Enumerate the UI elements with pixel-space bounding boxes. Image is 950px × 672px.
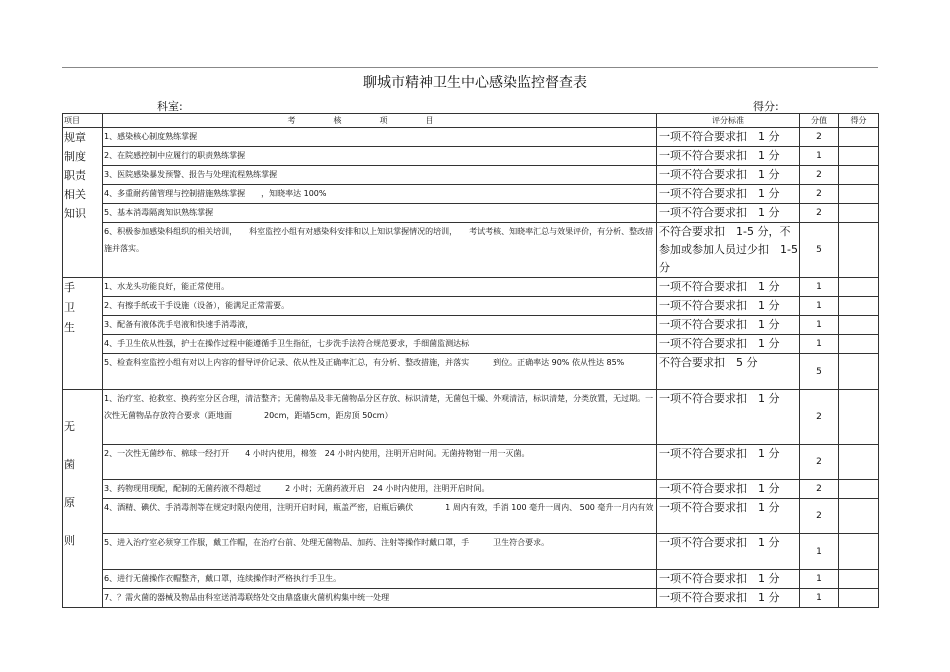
scoring-standard: 一项不符合要求扣 1 分 (657, 204, 800, 223)
category-cell (63, 128, 103, 278)
scoring-standard: 一项不符合要求扣 1 分 (657, 335, 800, 354)
points-value: 1 (800, 589, 839, 608)
scoring-standard: 一项不符合要求扣 1 分 (657, 534, 800, 570)
category-line: 职责 (64, 169, 86, 182)
points-value: 2 (800, 204, 839, 223)
score-input-cell[interactable] (839, 147, 879, 166)
score-input-cell[interactable] (839, 445, 879, 480)
score-input-cell[interactable] (839, 223, 879, 278)
score-input-cell[interactable] (839, 128, 879, 147)
table-row (63, 147, 879, 166)
category-line: 知识 (64, 207, 86, 220)
table-row (63, 390, 879, 445)
category-line: 则 (64, 534, 75, 547)
points-value: 2 (800, 128, 839, 147)
score-input-cell[interactable] (839, 589, 879, 608)
top-rule (62, 67, 878, 68)
category-cell (63, 390, 103, 608)
scoring-standard: 一项不符合要求扣 1 分 (657, 128, 800, 147)
scoring-standard: 不符合要求扣 1-5 分，不参加或参加人员过少扣 1-5 分 (657, 223, 800, 278)
score-input-cell[interactable] (839, 534, 879, 570)
category-line: 卫 (64, 301, 75, 314)
criterion-text: 7、？需火菌的器械及物品由科室送消毒联络处交由鼎盛康火菌机构集中统一处理 (103, 589, 657, 608)
score-input-cell[interactable] (839, 316, 879, 335)
header-points: 分值 (800, 114, 839, 128)
score-input-cell[interactable] (839, 204, 879, 223)
header-standard: 评分标准 (657, 114, 800, 128)
category-line: 原 (64, 496, 75, 509)
criterion-text: 2、有擦手纸或干手设施（设备），能满足正常需要。 (103, 297, 657, 316)
table-header-row (63, 114, 879, 128)
points-value: 2 (800, 166, 839, 185)
scoring-standard: 一项不符合要求扣 1 分 (657, 445, 800, 480)
category-label (64, 390, 102, 560)
criterion-text: 5、基本消毒隔离知识熟练掌握 (103, 204, 657, 223)
category-line: 相关 (64, 188, 86, 201)
header-item: 项目 (63, 114, 103, 128)
score-input-cell[interactable] (839, 166, 879, 185)
criterion-text: 3、药物现用现配，配制的无菌药液不得超过 2 小时；无菌药液开启 24 小时内使用，注明开启时间。 (103, 480, 657, 499)
points-value: 5 (800, 223, 839, 278)
criterion-text: 4、手卫生依从性强，护士在操作过程中能遵循手卫生指征，七步洗手法符合规范要求，手细菌监测达标 (103, 335, 657, 354)
score-input-cell[interactable] (839, 570, 879, 589)
score-input-cell[interactable] (839, 185, 879, 204)
scoring-standard: 一项不符合要求扣 1 分 (657, 166, 800, 185)
scoring-standard: 一项不符合要求扣 1 分 (657, 480, 800, 499)
category-line: 手 (64, 281, 75, 294)
points-value: 1 (800, 278, 839, 297)
points-value: 1 (800, 147, 839, 166)
header-score: 得分 (839, 114, 879, 128)
table-row (63, 185, 879, 204)
category-line: 菌 (64, 458, 75, 471)
scoring-standard: 一项不符合要求扣 1 分 (657, 147, 800, 166)
scoring-standard: 一项不符合要求扣 1 分 (657, 589, 800, 608)
criterion-text: 3、医院感染暴发预警、报告与处理流程熟练掌握 (103, 166, 657, 185)
score-input-cell[interactable] (839, 499, 879, 534)
scoring-standard: 一项不符合要求扣 1 分 (657, 499, 800, 534)
criterion-text: 4、酒精、碘伏、手消毒剂等在规定时限内使用，注明开启时间，瓶盖严密，启瓶后碘伏 1 周内有效，手消 100 毫升一周内、 500 毫升一月内有效 (103, 499, 657, 534)
table-row (63, 534, 879, 570)
inspection-table (62, 113, 879, 608)
scoring-standard: 一项不符合要求扣 1 分 (657, 297, 800, 316)
points-value: 1 (800, 534, 839, 570)
category-line: 生 (64, 321, 75, 334)
category-line: 规章 (64, 131, 86, 144)
table-row (63, 204, 879, 223)
criterion-text: 6、积极参加感染科组织的相关培训， 科室监控小组有对感染科安排和以上知识掌握情况的培训， 考试考核、知晓率汇总与效果评价，有分析、整改措施并落实。 (103, 223, 657, 278)
table-row (63, 445, 879, 480)
table-row (63, 316, 879, 335)
table-row (63, 128, 879, 147)
table-row (63, 335, 879, 354)
table-row (63, 278, 879, 297)
scoring-standard: 一项不符合要求扣 1 分 (657, 278, 800, 297)
scoring-standard: 一项不符合要求扣 1 分 (657, 390, 800, 445)
table-row (63, 297, 879, 316)
scoring-standard: 一项不符合要求扣 1 分 (657, 185, 800, 204)
criterion-text: 6、进行无菌操作衣帽整齐，戴口罩，连续操作时严格执行手卫生。 (103, 570, 657, 589)
table-row (63, 480, 879, 499)
points-value: 2 (800, 445, 839, 480)
points-value: 2 (800, 499, 839, 534)
page-title: 聊城市精神卫生中心感染监控督查表 (363, 75, 587, 91)
points-value: 1 (800, 316, 839, 335)
department-label: 科室: (157, 100, 183, 113)
header-content: 考核项目 (103, 114, 657, 128)
criterion-text: 1、治疗室、抢救室、换药室分区合理，清洁整齐；无菌物品及非无菌物品分区存放、标识清楚，无菌包干燥、外观清洁，标识清楚，分类放置，无过期。一次性无菌物品存放符合要求（距地面 20cm，距墙5cm，距房顶 50cm） (103, 390, 657, 445)
points-value: 2 (800, 185, 839, 204)
table-row (63, 354, 879, 390)
category-line: 无 (64, 420, 75, 433)
scoring-standard: 一项不符合要求扣 1 分 (657, 316, 800, 335)
score-input-cell[interactable] (839, 278, 879, 297)
scoring-standard: 不符合要求扣 5 分 (657, 354, 800, 390)
points-value: 2 (800, 390, 839, 445)
table-row (63, 223, 879, 278)
criterion-text: 4、多重耐药菌管理与控制措施熟练掌握 ，知晓率达 100% (103, 185, 657, 204)
points-value: 1 (800, 297, 839, 316)
criterion-text: 5、进入治疗室必须穿工作服，戴工作帽，在治疗台前、处理无菌物品、加药、注射等操作时戴口罩，手 卫生符合要求。 (103, 534, 657, 570)
table-row (63, 570, 879, 589)
category-cell (63, 278, 103, 390)
criterion-text: 3、配备有液体洗手皂液和快速手消毒液， (103, 316, 657, 335)
criterion-text: 1、水龙头功能良好，能正常使用。 (103, 278, 657, 297)
score-input-cell[interactable] (839, 354, 879, 390)
points-value: 1 (800, 335, 839, 354)
scoring-standard: 一项不符合要求扣 1 分 (657, 570, 800, 589)
score-input-cell[interactable] (839, 480, 879, 499)
criterion-text: 5、检查科室监控小组有对以上内容的督导评价记录、依从性及正确率汇总，有分析、整改措施，并落实 到位。正确率达 90% 依从性达 85% (103, 354, 657, 390)
category-label (64, 278, 102, 338)
table-row (63, 589, 879, 608)
score-input-cell[interactable] (839, 297, 879, 316)
points-value: 2 (800, 480, 839, 499)
category-label (64, 128, 102, 223)
criterion-text: 2、一次性无菌纱布、棉球一经打开 4 小时内使用，棉签 24 小时内使用，注明开启时间。无菌持物钳一用一灭菌。 (103, 445, 657, 480)
total-score-label: 得分: (753, 100, 779, 113)
points-value: 5 (800, 354, 839, 390)
criterion-text: 1、感染核心制度熟练掌握 (103, 128, 657, 147)
score-input-cell[interactable] (839, 335, 879, 354)
score-input-cell[interactable] (839, 390, 879, 445)
category-line: 制度 (64, 150, 86, 163)
table-row (63, 499, 879, 534)
table-row (63, 166, 879, 185)
criterion-text: 2、在院感控制中应履行的职责熟练掌握 (103, 147, 657, 166)
points-value: 1 (800, 570, 839, 589)
